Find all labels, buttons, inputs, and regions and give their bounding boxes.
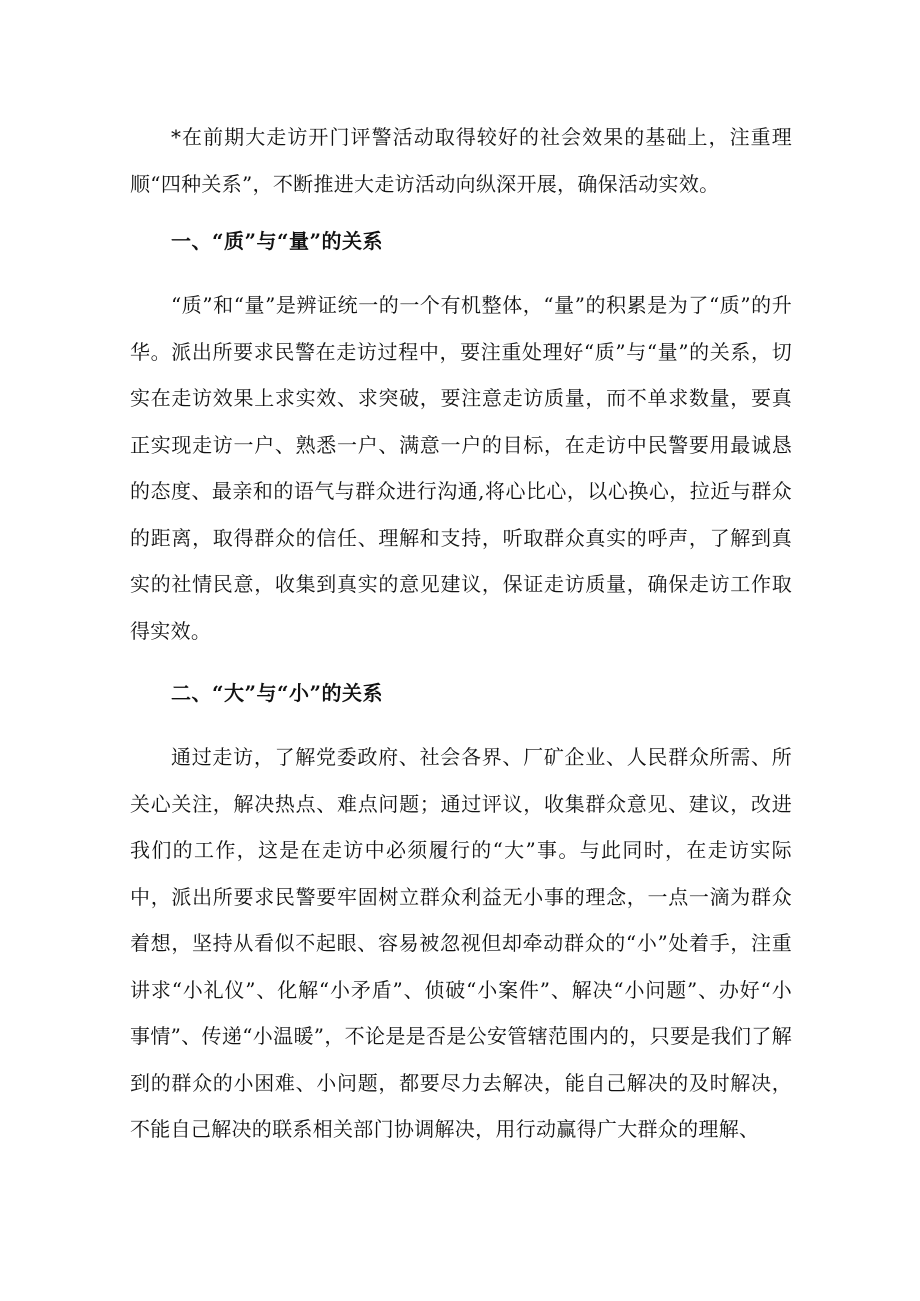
- section-body-big-small: 通过走访，了解党委政府、社会各界、厂矿企业、人民群众所需、所关心关注，解决热点、难点问题；通过评议，收集群众意见、建议，改进我们的工作，这是在走访中必须履行的“大”事。与此同时，在走访实际中，派出所要求民警要牢固树立群众利益无小事的理念，一点一滴为群众着想，坚持从看似不起眼、容易被忽视但却牵动群众的“小”处着手，注重讲求“小礼仪”、化解“小矛盾”、侦破“小案件”、解决“小问题”、办好“小事情”、传递“小温暖”，不论是是否是公安管辖范围内的，只要是我们了解到的群众的小困难、小问题，都要尽力去解决，能自己解决的及时解决，不能自己解决的联系相关部门协调解决，用行动赢得广大群众的理解、: [130, 745, 792, 1141]
- section-heading-big-small: 二、“大”与“小”的关系: [171, 681, 384, 705]
- section-body-quality-quantity: “质”和“量”是辨证统一的一个有机整体，“量”的积累是为了“质”的升华。派出所要求民警在走访过程中，要注重处理好“质”与“量”的关系，切实在走访效果上求实效、求突破，要注意走访质量，而不单求数量，要真正实现走访一户、熟悉一户、满意一户的目标，在走访中民警要用最诚恳的态度、最亲和的语气与群众进行沟通,将心比心，以心换心，拉近与群众的距离，取得群众的信任、理解和支持，听取群众真实的呼声，了解到真实的社情民意，收集到真实的意见建议，保证走访质量，确保走访工作取得实效。: [130, 293, 792, 643]
- intro-paragraph: *在前期大走访开门评警活动取得较好的社会效果的基础上，注重理顺“四种关系”，不断推进大走访活动向纵深开展，确保活动实效。: [130, 125, 792, 196]
- section-heading-quality-quantity: 一、“质”与“量”的关系: [171, 229, 384, 253]
